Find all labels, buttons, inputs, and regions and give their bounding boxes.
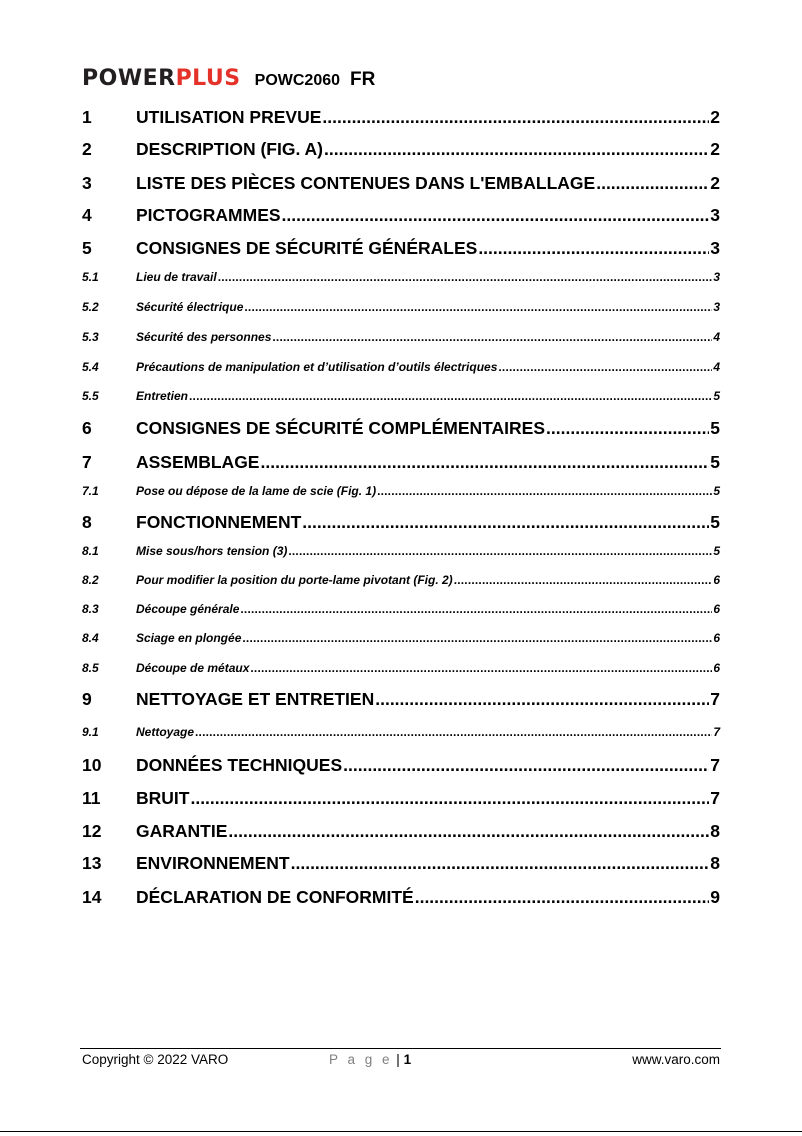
toc-entry[interactable] [82, 205, 720, 226]
toc-entry-title: ENVIRONNEMENT [136, 853, 290, 873]
toc-entry-number: 5.2 [82, 300, 99, 314]
toc-entry[interactable] [82, 689, 720, 710]
copyright-text: Copyright © 2022 VARO [82, 1052, 229, 1067]
page-bottom-edge [0, 1131, 802, 1132]
toc-entry[interactable] [82, 631, 720, 645]
toc-leader-dots [324, 139, 709, 160]
toc-entry[interactable] [82, 330, 720, 344]
toc-entry-page: 7 [713, 725, 720, 739]
toc-entry-title: Mise sous/hors tension (3) [136, 544, 288, 558]
toc-entry[interactable] [82, 452, 720, 473]
toc-entry[interactable] [82, 418, 720, 439]
toc-entry-page: 2 [710, 173, 720, 193]
model-number: POWC2060 [254, 72, 341, 89]
toc-entry-title: FONCTIONNEMENT [136, 512, 302, 532]
toc-entry-page: 6 [713, 602, 720, 616]
toc-leader-dots [244, 300, 712, 314]
toc-entry-title: UTILISATION PREVUE [136, 107, 322, 127]
toc-entry-number: 8.5 [82, 661, 99, 675]
toc-entry-title: Pour modifier la position du porte-lame pivotant (Fig. 2) [136, 573, 453, 587]
toc-leader-dots [190, 788, 709, 809]
toc-entry[interactable] [82, 512, 720, 533]
toc-entry[interactable] [82, 725, 720, 739]
toc-entry-page: 5 [713, 389, 720, 403]
toc-entry-page: 8 [710, 853, 720, 873]
toc-leader-dots [242, 631, 712, 645]
toc-entry-page: 2 [710, 107, 720, 127]
toc-entry-number: 8.4 [82, 631, 99, 645]
toc-entry-title: Pose ou dépose de la lame de scie (Fig. 1) [136, 484, 377, 498]
toc-entry-number: 13 [82, 853, 102, 873]
toc-leader-dots [195, 725, 712, 739]
toc-leader-dots [375, 689, 709, 710]
toc-leader-dots [189, 389, 712, 403]
toc-entry-page: 5 [713, 484, 720, 498]
language-code: FR [350, 69, 376, 90]
toc-entry[interactable] [82, 853, 720, 874]
toc-entry-number: 4 [82, 205, 92, 225]
toc-entry-number: 9 [82, 689, 92, 709]
toc-leader-dots [546, 418, 709, 439]
toc-entry[interactable] [82, 389, 720, 403]
toc-leader-dots [228, 821, 709, 842]
page-indicator [329, 1052, 411, 1067]
toc-entry-number: 5.3 [82, 330, 99, 344]
toc-leader-dots [302, 512, 709, 533]
toc-entry-page: 4 [713, 360, 720, 374]
toc-leader-dots [260, 452, 709, 473]
toc-leader-dots [498, 360, 712, 374]
toc-entry[interactable] [82, 755, 720, 776]
toc-entry-number: 7.1 [82, 484, 99, 498]
toc-entry-page: 3 [710, 238, 720, 258]
toc-entry-page: 6 [713, 631, 720, 645]
toc-entry-page: 6 [713, 661, 720, 675]
toc-entry[interactable] [82, 139, 720, 160]
toc-entry-number: 8.3 [82, 602, 99, 616]
footer-divider [80, 1048, 721, 1049]
toc-entry-title: GARANTIE [136, 821, 228, 841]
toc-entry-title: Sécurité des personnes [136, 330, 272, 344]
document-header [82, 66, 375, 96]
toc-entry-page: 9 [710, 887, 720, 907]
toc-entry-page: 8 [710, 821, 720, 841]
toc-leader-dots [272, 330, 712, 344]
toc-entry[interactable] [82, 173, 720, 194]
toc-entry-number: 9.1 [82, 725, 99, 739]
toc-entry[interactable] [82, 300, 720, 314]
toc-entry-page: 3 [710, 205, 720, 225]
toc-leader-dots [377, 484, 712, 498]
toc-entry-number: 3 [82, 173, 92, 193]
toc-leader-dots [478, 238, 709, 259]
toc-entry-page: 2 [710, 139, 720, 159]
toc-entry-number: 5.5 [82, 389, 99, 403]
toc-entry-number: 8 [82, 512, 92, 532]
toc-entry-number: 5 [82, 238, 92, 258]
toc-entry-number: 8.1 [82, 544, 99, 558]
toc-entry-title: Lieu de travail [136, 270, 217, 284]
toc-leader-dots [454, 573, 713, 587]
logo-part-power: POWER [82, 66, 176, 91]
logo-part-plus: PLUS [175, 66, 241, 91]
toc-leader-dots [596, 173, 709, 194]
toc-entry-title: Entretien [136, 389, 189, 403]
toc-entry-page: 5 [710, 512, 720, 532]
toc-entry-number: 14 [82, 887, 102, 907]
toc-entry-number: 2 [82, 139, 92, 159]
toc-entry[interactable] [82, 360, 720, 374]
toc-entry-title: DESCRIPTION (FIG. A) [136, 139, 323, 159]
toc-entry[interactable] [82, 821, 720, 842]
toc-entry-title: Sciage en plongée [136, 631, 242, 645]
toc-entry[interactable] [82, 788, 720, 809]
toc-leader-dots [282, 205, 710, 226]
toc-leader-dots [415, 887, 710, 908]
toc-entry-page: 7 [710, 788, 720, 808]
toc-entry-title: LISTE DES PIÈCES CONTENUES DANS L'EMBALLAGE [136, 173, 596, 193]
toc-entry-number: 8.2 [82, 573, 99, 587]
toc-entry-number: 11 [82, 788, 101, 808]
toc-entry-number: 5.1 [82, 270, 99, 284]
toc-leader-dots [322, 107, 709, 128]
powerplus-logo [82, 66, 241, 91]
toc-entry-page: 5 [710, 452, 720, 472]
toc-entry-title: CONSIGNES DE SÉCURITÉ COMPLÉMENTAIRES [136, 418, 546, 438]
toc-entry[interactable] [82, 238, 720, 259]
toc-entry-title: DONNÉES TECHNIQUES [136, 755, 343, 775]
toc-entry[interactable] [82, 602, 720, 616]
toc-leader-dots [288, 544, 712, 558]
toc-entry-title: Sécurité électrique [136, 300, 244, 314]
toc-entry-page: 7 [710, 755, 720, 775]
toc-entry-number: 1 [82, 107, 92, 127]
toc-leader-dots [291, 853, 710, 874]
toc-entry-number: 6 [82, 418, 92, 438]
toc-entry-number: 12 [82, 821, 102, 841]
toc-entry-title: PICTOGRAMMES [136, 205, 281, 225]
toc-entry-title: CONSIGNES DE SÉCURITÉ GÉNÉRALES [136, 238, 478, 258]
toc-leader-dots [240, 602, 712, 616]
toc-entry-page: 3 [713, 270, 720, 284]
toc-entry-page: 3 [713, 300, 720, 314]
toc-leader-dots [218, 270, 713, 284]
toc-entry-title: BRUIT [136, 788, 190, 808]
website-link[interactable]: www.varo.com [632, 1052, 720, 1067]
toc-entry-page: 5 [713, 544, 720, 558]
toc-entry-number: 7 [82, 452, 92, 472]
toc-entry-title: DÉCLARATION DE CONFORMITÉ [136, 887, 414, 907]
toc-entry-title: ASSEMBLAGE [136, 452, 260, 472]
page-label: P a g e [329, 1052, 393, 1067]
toc-entry-page: 4 [713, 330, 720, 344]
page-footer [82, 1052, 720, 1070]
toc-entry-number: 10 [82, 755, 102, 775]
toc-entry-title: NETTOYAGE ET ENTRETIEN [136, 689, 375, 709]
toc-entry-title: Découpe de métaux [136, 661, 250, 675]
toc-entry[interactable] [82, 270, 720, 284]
toc-entry[interactable] [82, 887, 720, 908]
toc-entry-title: Précautions de manipulation et d’utilisation d’outils électriques [136, 360, 498, 374]
page-separator: | [392, 1052, 404, 1067]
toc-leader-dots [343, 755, 709, 776]
toc-entry[interactable] [82, 107, 720, 128]
toc-entry-page: 6 [713, 573, 720, 587]
toc-entry-title: Nettoyage [136, 725, 195, 739]
toc-entry[interactable] [82, 573, 720, 587]
toc-entry-number: 5.4 [82, 360, 99, 374]
toc-entry[interactable] [82, 544, 720, 558]
page-number: 1 [403, 1052, 412, 1067]
toc-entry[interactable] [82, 484, 720, 498]
toc-entry-title: Découpe générale [136, 602, 240, 616]
toc-entry-page: 7 [710, 689, 720, 709]
toc-entry[interactable] [82, 661, 720, 675]
toc-entry-page: 5 [710, 418, 720, 438]
toc-leader-dots [250, 661, 712, 675]
